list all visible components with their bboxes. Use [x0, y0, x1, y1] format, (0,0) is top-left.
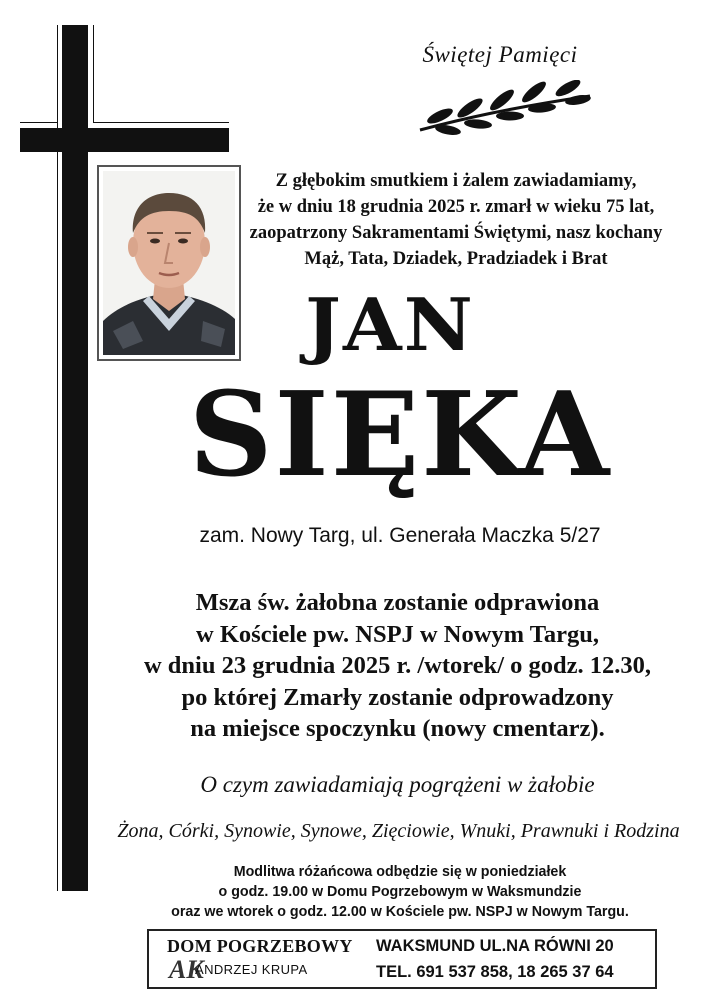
mass-details — [95, 587, 700, 745]
rosary-line: o godz. 19.00 w Domu Pogrzebowym w Waksmundzie — [218, 883, 582, 900]
mourners-intro: O czym zawiadamiają pogrążeni w żałobie — [200, 772, 595, 797]
portrait-photo — [97, 165, 241, 361]
funeral-home-phone: TEL. 691 537 858, 18 265 37 64 — [376, 963, 614, 981]
rosary-info — [115, 862, 685, 922]
cross-outline — [93, 25, 94, 122]
mass-line: po której Zmarły zostanie odprowadzony — [181, 683, 614, 711]
death-announcement — [246, 168, 666, 272]
deceased-first-name: JAN — [305, 282, 475, 367]
mass-line: w Kościele pw. NSPJ w Nowym Targu, — [196, 620, 599, 648]
cross-outline — [57, 152, 58, 891]
intro-line: Z głębokim smutkiem i żalem zawiadamiamy, — [275, 171, 637, 191]
funeral-home-box — [147, 929, 657, 989]
mass-line: Msza św. żałobna zostanie odprawiona — [195, 589, 600, 616]
intro-line: Mąż, Tata, Dziadek, Pradziadek i Brat — [304, 249, 608, 269]
header-title: Świętej Pamięci — [422, 42, 578, 67]
intro-line: zaopatrzony Sakramentami Świętymi, nasz kochany — [249, 223, 663, 243]
cross-outline — [20, 122, 57, 123]
deceased-last-name: SIĘKA — [188, 367, 612, 503]
funeral-home-name: DOM POGRZEBOWY — [167, 936, 353, 956]
cross-vertical-beam — [62, 25, 88, 891]
funeral-home-owner: ANDRZEJ KRUPA — [195, 962, 308, 977]
cross-horizontal-beam — [20, 128, 229, 152]
rosary-line: oraz we wtorek o godz. 12.00 w Kościele pw. NSPJ w Nowym Targu. — [171, 903, 629, 920]
cross-outline — [57, 25, 58, 128]
mourners-family: Żona, Córki, Synowie, Synowe, Zięciowie, Wnuki, Prawnuki i Rodzina — [117, 820, 680, 842]
deceased-address: zam. Nowy Targ, ul. Generała Maczka 5/27 — [199, 524, 601, 547]
mass-line: w dniu 23 grudnia 2025 r. /wtorek/ o godz. 12.30, — [143, 652, 652, 679]
portrait-image — [103, 171, 235, 355]
mass-line: na miejsce spoczynku (nowy cmentarz). — [190, 715, 605, 742]
funeral-home-address: WAKSMUND UL.NA RÓWNI 20 — [376, 937, 614, 955]
intro-line: że w dniu 18 grudnia 2025 r. zmarł w wieku 75 lat, — [257, 197, 655, 217]
palm-branch-icon — [418, 80, 593, 135]
cross-outline — [93, 122, 229, 123]
rosary-line: Modlitwa różańcowa odbędzie się w poniedziałek — [233, 863, 567, 880]
funeral-home-logo: AK — [169, 955, 204, 984]
